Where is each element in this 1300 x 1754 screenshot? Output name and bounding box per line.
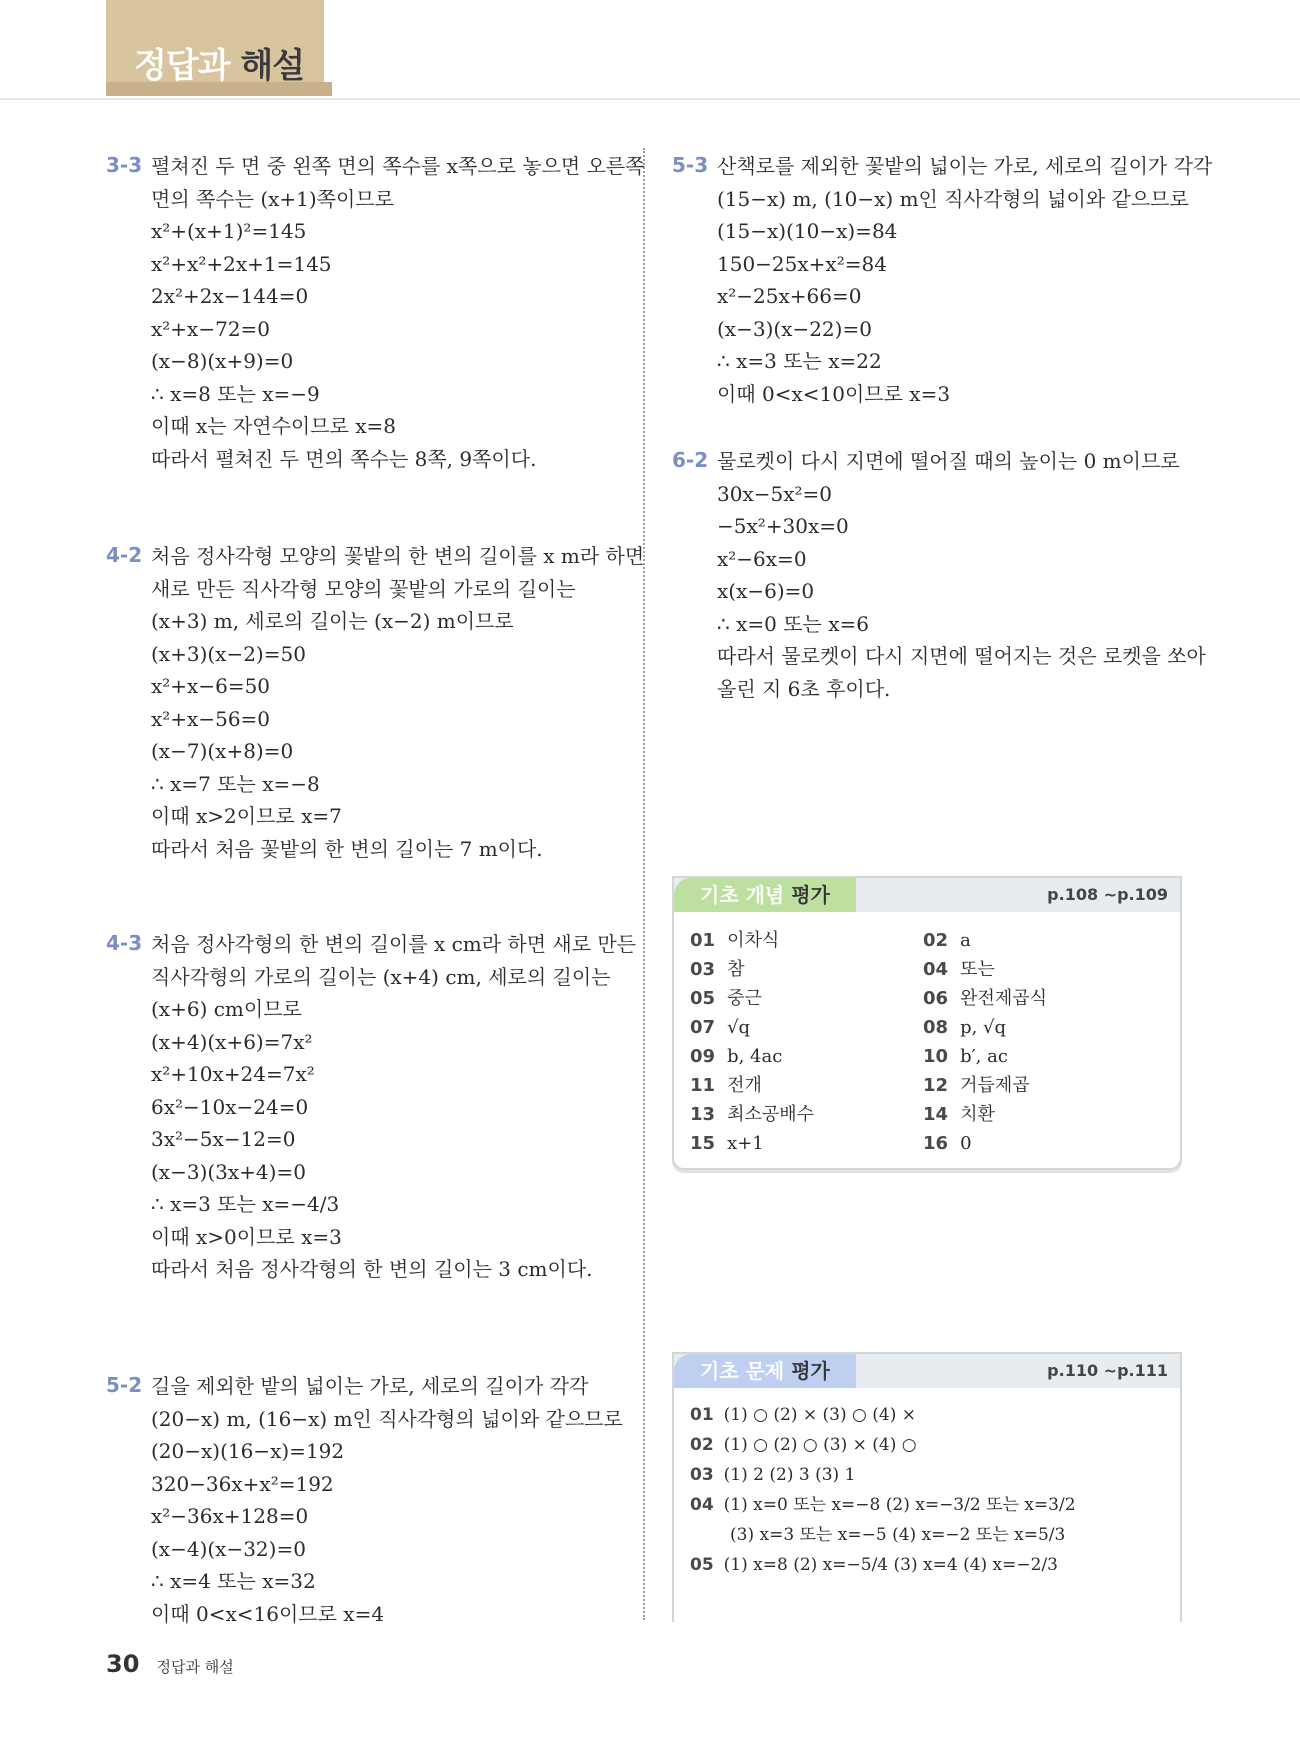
problem-3-3 bbox=[106, 150, 645, 475]
concept-answer: 13 최소공배수 bbox=[690, 1104, 815, 1125]
title-light: 정답과 bbox=[134, 46, 230, 86]
problem-box-pages: p.110 ~p.111 bbox=[1047, 1361, 1168, 1380]
solution-line: x²+x²+2x+1=145 bbox=[151, 251, 332, 276]
problem-number: 6-2 bbox=[672, 448, 709, 472]
problem-number: 4-3 bbox=[106, 931, 143, 955]
column-divider bbox=[643, 148, 645, 1620]
solution-line: x²+x−56=0 bbox=[151, 706, 271, 731]
concept-answer: 01 이차식 bbox=[690, 930, 780, 951]
problem-4-3 bbox=[106, 928, 637, 1286]
footer bbox=[106, 1650, 234, 1678]
solution-line: (x−3)(x−22)=0 bbox=[717, 316, 872, 341]
solution-line: (x+4)(x+6)=7x² bbox=[151, 1029, 313, 1054]
problem-box-tag: 기초 문제 평가 bbox=[674, 1354, 856, 1388]
header-divider bbox=[0, 98, 1300, 100]
concept-answer: 09 b, 4ac bbox=[690, 1046, 783, 1067]
solution-line: 이때 x는 자연수이므로 x=8 bbox=[151, 414, 396, 438]
problem-number: 5-2 bbox=[106, 1373, 143, 1397]
concept-answer: 08 p, √q bbox=[923, 1017, 1007, 1038]
problem-answers bbox=[674, 1388, 1180, 1586]
solution-line: 따라서 물로켓이 다시 지면에 떨어지는 것은 로켓을 쏘아 bbox=[717, 644, 1206, 668]
solution-line: 처음 정사각형 모양의 꽃밭의 한 변의 길이를 x m라 하면 bbox=[151, 544, 645, 568]
solution-line: 3x²−5x−12=0 bbox=[151, 1127, 296, 1151]
problem-answer: 04 (1) x=0 또는 x=−8 (2) x=−3/2 또는 x=3/2 bbox=[690, 1495, 1076, 1515]
concept-answer: 11 전개 bbox=[690, 1075, 762, 1096]
concept-answer: 02 a bbox=[923, 930, 971, 951]
solution-line: 6x²−10x−24=0 bbox=[151, 1094, 309, 1119]
solution-line: ∴ x=3 또는 x=−4/3 bbox=[151, 1192, 340, 1216]
solution-line: ∴ x=8 또는 x=−9 bbox=[151, 381, 320, 406]
concept-answer: 03 참 bbox=[690, 959, 745, 980]
solution-line: 따라서 처음 정사각형의 한 변의 길이는 3 cm이다. bbox=[151, 1257, 593, 1281]
problem-evaluation-box bbox=[672, 1352, 1182, 1622]
problem-5-2 bbox=[106, 1370, 626, 1630]
solution-line: (x+3) m, 세로의 길이는 (x−2) m이므로 bbox=[151, 609, 514, 633]
solution-line: 이때 0<x<10이므로 x=3 bbox=[717, 381, 951, 406]
solution-line: (x−3)(3x+4)=0 bbox=[151, 1159, 306, 1184]
solution-line: 이때 0<x<16이므로 x=4 bbox=[151, 1601, 385, 1626]
solution-line: −5x²+30x=0 bbox=[717, 514, 849, 538]
concept-answer: 15 x+1 bbox=[690, 1133, 764, 1154]
page-title bbox=[134, 38, 304, 87]
concept-evaluation-box bbox=[672, 876, 1182, 1170]
solution-line: 새로 만든 직사각형 모양의 꽃밭의 가로의 길이는 bbox=[151, 576, 576, 601]
solution-line: (15−x)(10−x)=84 bbox=[717, 219, 898, 243]
problem-6-2 bbox=[672, 445, 1206, 705]
concept-answer: 14 치환 bbox=[923, 1104, 995, 1125]
solution-line: (x−7)(x+8)=0 bbox=[151, 739, 294, 763]
concept-answer: 05 중근 bbox=[690, 988, 762, 1009]
problem-answer: 05 (1) x=8 (2) x=−5/4 (3) x=4 (4) x=−2/3 bbox=[690, 1555, 1058, 1575]
problem-answer: 01 (1) ○ (2) × (3) ○ (4) × bbox=[690, 1405, 916, 1425]
problem-5-3 bbox=[672, 150, 1213, 410]
solution-line: x²−36x+128=0 bbox=[151, 1504, 309, 1528]
problem-number: 4-2 bbox=[106, 543, 143, 567]
solution-line: 펼쳐진 두 면 중 왼쪽 면의 쪽수를 x쪽으로 놓으면 오른쪽 bbox=[151, 154, 645, 178]
solution-line: 320−36x+x²=192 bbox=[151, 1471, 334, 1496]
solution-line: 2x²+2x−144=0 bbox=[151, 284, 309, 308]
solution-line: x²−25x+66=0 bbox=[717, 284, 862, 308]
solution-line: 올린 지 6초 후이다. bbox=[717, 676, 891, 701]
solution-line: ∴ x=4 또는 x=32 bbox=[151, 1569, 316, 1593]
problem-number: 3-3 bbox=[106, 153, 143, 177]
solution-line: 길을 제외한 밭의 넓이는 가로, 세로의 길이가 각각 bbox=[151, 1374, 589, 1398]
concept-answer: 07 √q bbox=[690, 1017, 751, 1038]
problem-answer: 02 (1) ○ (2) ○ (3) × (4) ○ bbox=[690, 1435, 917, 1455]
page-number: 30 bbox=[106, 1650, 140, 1678]
problem-number: 5-3 bbox=[672, 153, 709, 177]
solution-line: x²+x−72=0 bbox=[151, 316, 271, 341]
footer-label: 정답과 해설 bbox=[156, 1658, 234, 1676]
solution-line: (x+3)(x−2)=50 bbox=[151, 641, 306, 666]
solution-line: (x+6) cm이므로 bbox=[151, 997, 302, 1021]
solution-line: 물로켓이 다시 지면에 떨어질 때의 높이는 0 m이므로 bbox=[717, 449, 1180, 473]
solution-line: (20−x)(16−x)=192 bbox=[151, 1439, 345, 1463]
solution-line: ∴ x=3 또는 x=22 bbox=[717, 349, 882, 373]
solution-line: 이때 x>0이므로 x=3 bbox=[151, 1224, 342, 1249]
concept-box-tag: 기초 개념 평가 bbox=[674, 878, 856, 912]
solution-line: 처음 정사각형의 한 변의 길이를 x cm라 하면 새로 만든 bbox=[151, 932, 637, 956]
solution-line: ∴ x=7 또는 x=−8 bbox=[151, 771, 320, 796]
solution-line: (15−x) m, (10−x) m인 직사각형의 넓이와 같으므로 bbox=[717, 186, 1189, 211]
solution-line: 150−25x+x²=84 bbox=[717, 251, 887, 276]
solution-line: 직사각형의 가로의 길이는 (x+4) cm, 세로의 길이는 bbox=[151, 964, 611, 989]
solution-line: 따라서 처음 꽃밭의 한 변의 길이는 7 m이다. bbox=[151, 836, 543, 861]
solution-line: 따라서 펼쳐진 두 면의 쪽수는 8쪽, 9쪽이다. bbox=[151, 446, 537, 471]
concept-answer: 04 또는 bbox=[923, 959, 995, 980]
problem-answer: (3) x=3 또는 x=−5 (4) x=−2 또는 x=5/3 bbox=[730, 1525, 1066, 1545]
concept-box-pages: p.108 ~p.109 bbox=[1047, 885, 1168, 904]
solution-line: 이때 x>2이므로 x=7 bbox=[151, 804, 342, 828]
solution-line: 30x−5x²=0 bbox=[717, 481, 832, 506]
concept-answer: 06 완전제곱식 bbox=[923, 988, 1048, 1009]
solution-line: (20−x) m, (16−x) m인 직사각형의 넓이와 같으므로 bbox=[151, 1406, 623, 1431]
problem-4-2 bbox=[106, 540, 645, 865]
concept-answers bbox=[674, 912, 1180, 1168]
solution-line: x²+(x+1)²=145 bbox=[151, 219, 307, 243]
solution-line: x²−6x=0 bbox=[717, 546, 807, 571]
solution-line: x(x−6)=0 bbox=[717, 579, 815, 603]
solution-line: 면의 쪽수는 (x+1)쪽이므로 bbox=[151, 186, 394, 211]
solution-line: (x−8)(x+9)=0 bbox=[151, 349, 294, 373]
concept-answer: 12 거듭제곱 bbox=[923, 1075, 1030, 1096]
solution-line: x²+x−6=50 bbox=[151, 674, 271, 698]
solution-line: ∴ x=0 또는 x=6 bbox=[717, 611, 869, 636]
title-dark: 해설 bbox=[240, 46, 305, 86]
solution-line: 산책로를 제외한 꽃밭의 넓이는 가로, 세로의 길이가 각각 bbox=[717, 154, 1213, 178]
concept-answer: 16 0 bbox=[923, 1133, 972, 1154]
solution-line: x²+10x+24=7x² bbox=[151, 1062, 315, 1086]
solution-line: (x−4)(x−32)=0 bbox=[151, 1536, 306, 1561]
problem-answer: 03 (1) 2 (2) 3 (3) 1 bbox=[690, 1465, 856, 1485]
concept-answer: 10 b′, ac bbox=[923, 1046, 1008, 1067]
